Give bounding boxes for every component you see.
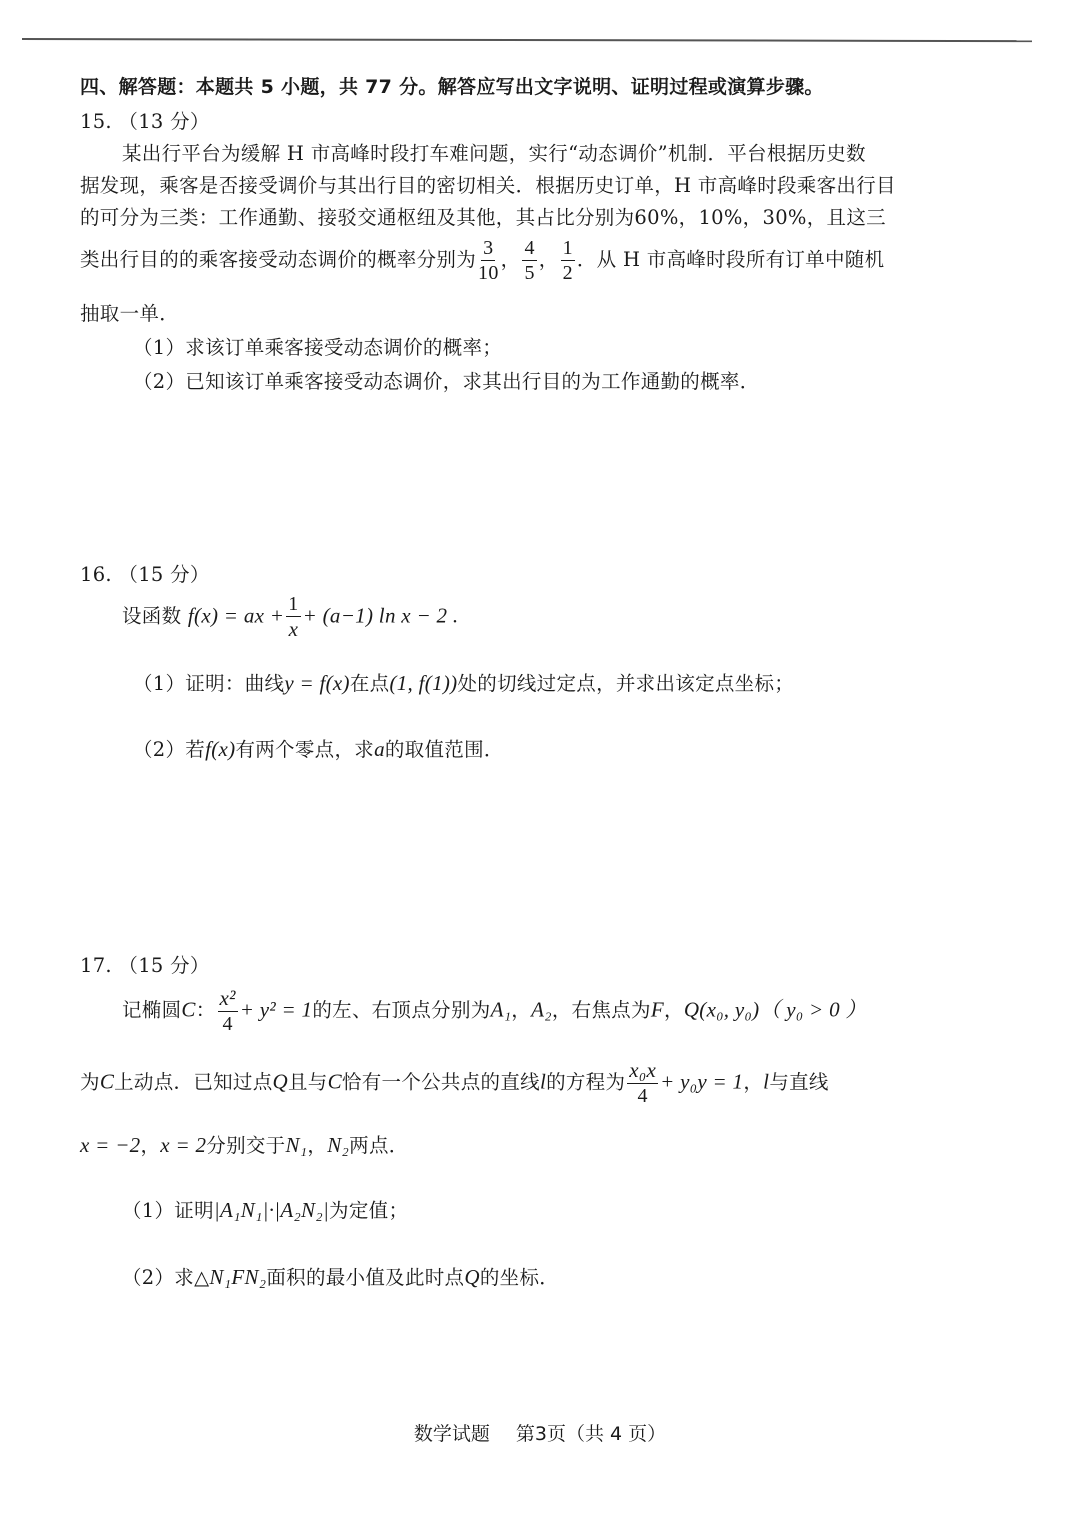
footer-subject: 数学试题 — [413, 1423, 490, 1445]
q16-formula-rhs: + (a−1) ln x − 2 . — [302, 603, 459, 628]
section-heading: 四、解答题：本题共 5 小题，共 77 分。解答应写出文字说明、证明过程或演算步骤。 — [80, 76, 824, 98]
fraction-1-x: $\frac{1}{x}$ — [288, 593, 299, 641]
q16-points: （15 分） — [118, 563, 210, 586]
q17-header — [80, 950, 210, 978]
q16-function-definition — [122, 594, 458, 640]
q15-text-line-3: 的可分为三类：工作通勤、接驳交通枢纽及其他，其占比分别为60%，10%，30%，且这三 — [80, 206, 886, 229]
q16-number: 16. — [80, 563, 112, 586]
q17-line-2: 为C上动点．已知过点Q且与C恰有一个公共点的直线l的方程为 $\frac{\text{x₀x}}{4}$ + y₀y = 1，l与直线 — [80, 1058, 829, 1107]
page-footer — [0, 1419, 1080, 1446]
top-rule — [22, 38, 1032, 42]
q15-text-line-5: 抽取一单． — [80, 302, 180, 325]
fraction-1-2: $\frac{1}{2}$ — [562, 237, 573, 284]
fraction-x0x-4: $\frac{\text{x₀x}}{4}$ — [629, 1058, 657, 1107]
q17-part-1: （1）证明|A₁N₁|·|A₂N₂|为定值； — [122, 1198, 409, 1222]
q16-header — [80, 559, 210, 587]
q15-text-line-4: 类出行目的的乘客接受动态调价的概率分别为 $\frac{3}{10}$ ， $\frac{4}{5}$ ， $\frac{1}{2}$ ．从 H 市高峰时段所有订单中随机 — [80, 237, 885, 284]
q15-text-line-1: 某出行平台为缓解 H 市高峰时段打车难问题，实行“动态调价”机制．平台根据历史数 — [122, 142, 866, 165]
q15-number: 15. — [80, 110, 112, 133]
fraction-3-10: $\frac{3}{10}$ — [478, 237, 499, 284]
q16-intro: 设函数 — [122, 604, 182, 628]
q17-line-3: x = −2，x = 2分别交于N₁，N₂两点． — [80, 1133, 409, 1157]
q17-line-1: 记椭圆C： $\frac{\text{x²}}{4}$ + y² = 1的左、右顶点分别为A₁，A₂，右焦点为F，Q(x₀, y₀)（ y₀ > 0 ） — [122, 986, 867, 1035]
q17-part-2: （2）求△N₁FN₂面积的最小值及此时点Q的坐标． — [122, 1265, 560, 1289]
q15-part-1: （1）求该订单乘客接受动态调价的概率； — [133, 336, 503, 359]
q16-part-1: （1）证明：曲线y = f(x)在点(1, f(1))处的切线过定点，并求出该定点坐标； — [133, 671, 795, 695]
q16-part-2: （2）若f(x)有两个零点，求a的取值范围． — [133, 737, 504, 761]
q15-line4-text: 类出行目的的乘客接受动态调价的概率分别为 — [80, 248, 477, 271]
q15-line4-tail: ．从 H 市高峰时段所有订单中随机 — [576, 248, 885, 271]
q16-formula-lhs: f(x) = ax + — [187, 603, 285, 628]
fraction-4-5: $\frac{4}{5}$ — [524, 237, 535, 284]
footer-page-number: 第3页（共 4 页） — [515, 1423, 667, 1445]
q15-part-2: （2）已知该订单乘客接受动态调价，求其出行目的为工作通勤的概率． — [133, 370, 760, 393]
q15-header — [80, 106, 210, 134]
q15-points: （13 分） — [118, 110, 210, 133]
q15-text-line-2: 据发现，乘客是否接受调价与其出行目的密切相关．根据历史订单，H 市高峰时段乘客出行目 — [80, 174, 896, 197]
fraction-x2-4: $\frac{\text{x²}}{4}$ — [219, 986, 236, 1035]
q17-points: （15 分） — [118, 954, 210, 977]
q17-number: 17. — [80, 954, 112, 977]
